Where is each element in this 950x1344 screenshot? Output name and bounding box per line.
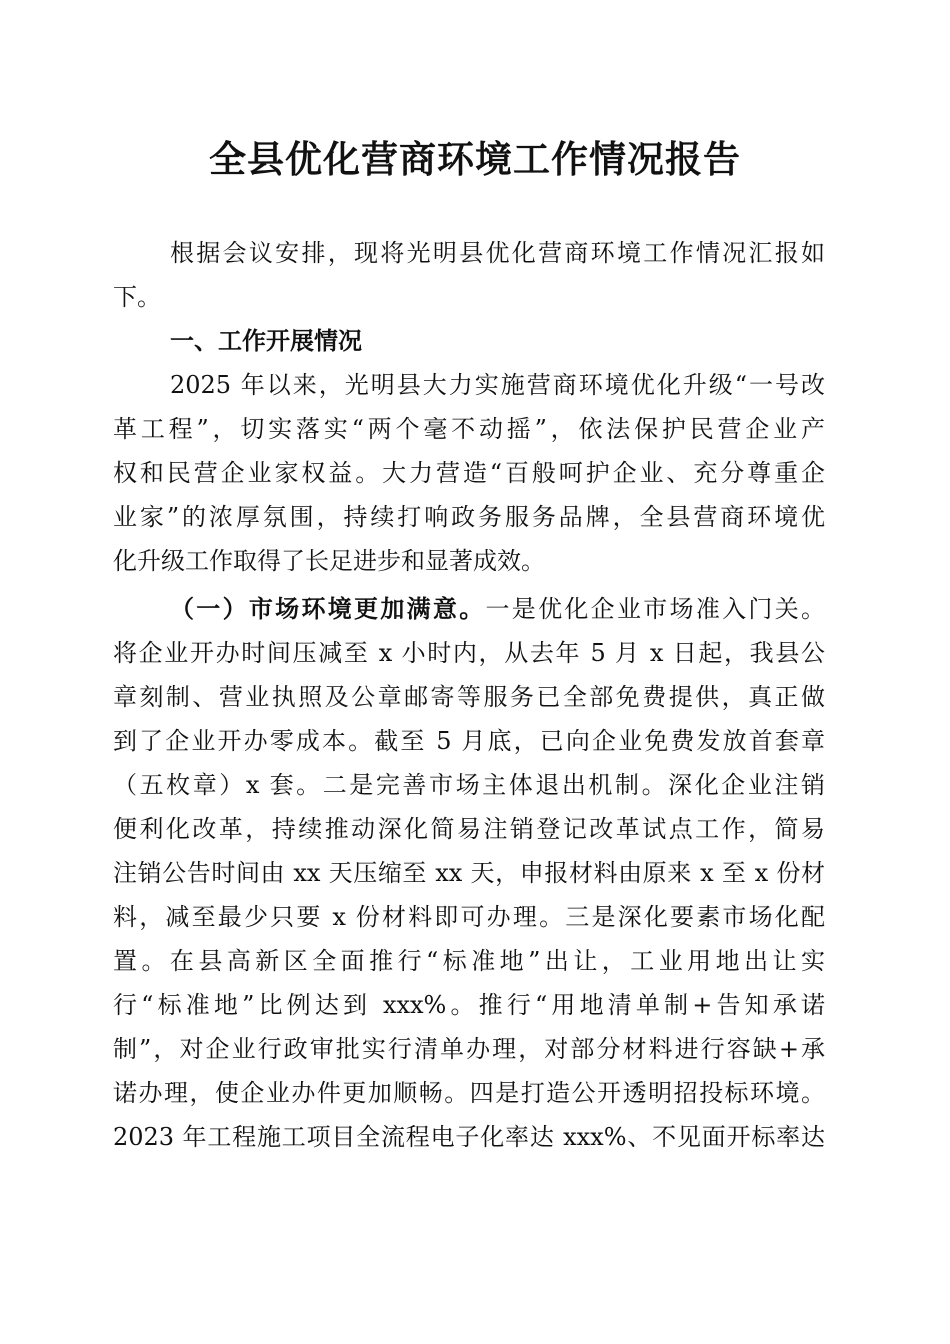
- paragraph-line: 注销公告时间由 xx 天压缩至 xx 天，申报材料由原来 x 至 x 份材: [113, 859, 825, 887]
- subsection-first-line-rest: 一是优化企业市场准入门关。: [485, 595, 825, 623]
- paragraph-line: 行“标准地”比例达到 xxx%。推行“用地清单制+告知承诺: [113, 991, 825, 1019]
- paragraph-line: 化升级工作取得了长足进步和显著成效。: [113, 547, 545, 575]
- section-heading: 一、工作开展情况: [170, 327, 362, 355]
- paragraph-line: （五枚章）x 套。二是完善市场主体退出机制。深化企业注销: [113, 771, 825, 799]
- paragraph-line: 将企业开办时间压减至 x 小时内，从去年 5 月 x 日起，我县公: [113, 639, 825, 667]
- subsection-lead: （一）市场环境更加满意。: [170, 594, 486, 623]
- paragraph-line: 革工程”，切实落实“两个毫不动摇”，依法保护民营企业产: [113, 415, 825, 443]
- subsection-first-line: [170, 593, 825, 625]
- intro-line-1: 根据会议安排，现将光明县优化营商环境工作情况汇报如: [170, 239, 825, 267]
- paragraph-line: 置。在县高新区全面推行“标准地”出让，工业用地出让实: [113, 947, 825, 975]
- document-title: 全县优化营商环境工作情况报告: [209, 137, 741, 181]
- paragraph-line: 权和民营企业家权益。大力营造“百般呵护企业、充分尊重企: [113, 459, 825, 487]
- paragraph-line: 2023 年工程施工项目全流程电子化率达 xxx%、不见面开标率达: [113, 1123, 825, 1151]
- paragraph-line: 料，减至最少只要 x 份材料即可办理。三是深化要素市场化配: [113, 903, 825, 931]
- paragraph-line: 便利化改革，持续推动深化简易注销登记改革试点工作，简易: [113, 815, 825, 843]
- paragraph-line: 到了企业开办零成本。截至 5 月底，已向企业免费发放首套章: [113, 727, 825, 755]
- paragraph-line: 制”，对企业行政审批实行清单办理，对部分材料进行容缺+承: [113, 1035, 825, 1063]
- paragraph-line: 诺办理，使企业办件更加顺畅。四是打造公开透明招投标环境。: [113, 1079, 825, 1107]
- paragraph-line: 2025 年以来，光明县大力实施营商环境优化升级“一号改: [170, 371, 825, 399]
- paragraph-line: 章刻制、营业执照及公章邮寄等服务已全部免费提供，真正做: [113, 683, 825, 711]
- intro-line-2: 下。: [113, 283, 161, 311]
- paragraph-line: 业家”的浓厚氛围，持续打响政务服务品牌，全县营商环境优: [113, 503, 825, 531]
